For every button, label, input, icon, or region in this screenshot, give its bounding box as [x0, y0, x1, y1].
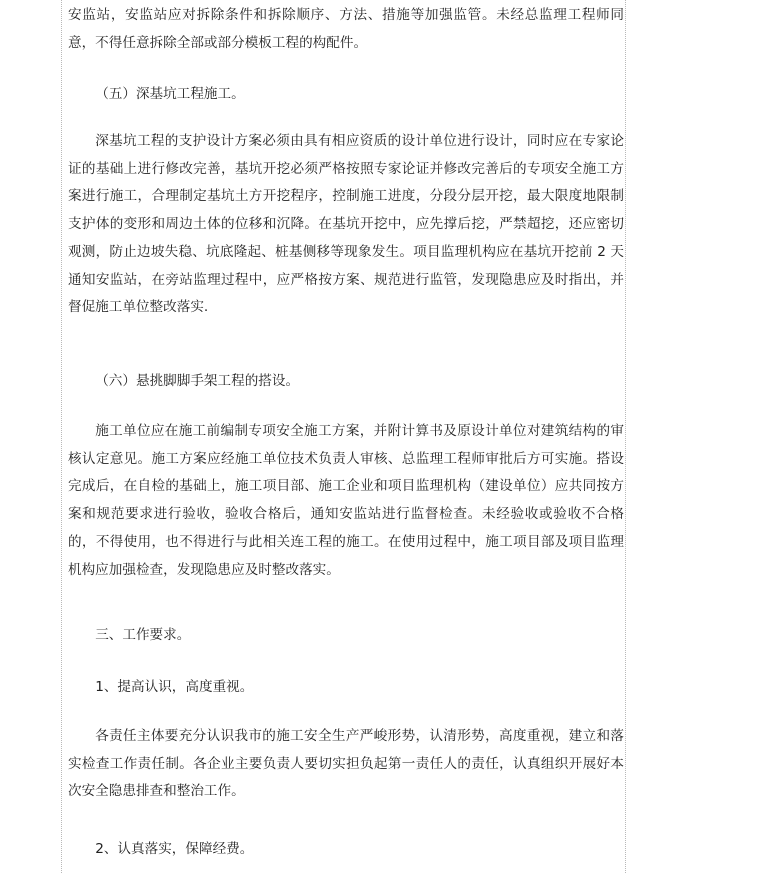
paragraph-deep-foundation-pit: 深基坑工程的支护设计方案必须由具有相应资质的设计单位进行设计，同时应在专家论证的基础上进行修改完善，基坑开挖必须严格按照专家论证并修改完善后的专项安全施工方案进行施工，合理制定基坑土方开挖程序，控制施工进度，分段分层开挖，最大限度地限制支护体的变形和周边土体的位移和沉降。在基坑开挖中，应先撑后挖，严禁超挖，还应密切观测，防止边坡失稳、坑底隆起、桩基侧移等现象发生。项目监理机构应在基坑开挖前 2 天通知安监站，在旁站监理过程中，应严格按方案、规范进行监管，发现隐患应及时指出，并督促施工单位整改落实. [68, 133, 624, 316]
section-heading-work-requirements: 三、工作要求。 [95, 627, 191, 643]
subheading-2: 2、认真落实，保障经费。 [95, 841, 254, 857]
paragraph-continuation: 安监站，安监站应对拆除条件和拆除顺序、方法、措施等加强监管。未经总监理工程师同意，不得任意拆除全部或部分模板工程的构配件。 [68, 7, 624, 51]
subheading-1: 1、提高认识，高度重视。 [95, 679, 254, 695]
right-margin-guide [625, 0, 626, 873]
paragraph-responsibility: 各责任主体要充分认识我市的施工安全生产严峻形势，认清形势，高度重视，建立和落实检查工作责任制。各企业主要负责人要切实担负起第一责任人的责任，认真组织开展好本次安全隐患排查和整治工作。 [68, 728, 624, 800]
section-heading-5: （五）深基坑工程施工。 [95, 86, 245, 102]
left-margin-guide [61, 0, 62, 873]
paragraph-scaffolding: 施工单位应在施工前编制专项安全施工方案，并附计算书及原设计单位对建筑结构的审核认定意见。施工方案应经施工单位技术负责人审核、总监理工程师审批后方可实施。搭设完成后，在自检的基础上，施工项目部、施工企业和项目监理机构（建设单位）应共同按方案和规范要求进行验收，验收合格后，通知安监站进行监督检查。未经验收或验收不合格的，不得使用，也不得进行与此相关连工程的施工。在使用过程中，施工项目部及项目监理机构应加强检查，发现隐患应及时整改落实。 [68, 423, 624, 578]
section-heading-6: （六）悬挑脚脚手架工程的搭设。 [95, 373, 300, 389]
